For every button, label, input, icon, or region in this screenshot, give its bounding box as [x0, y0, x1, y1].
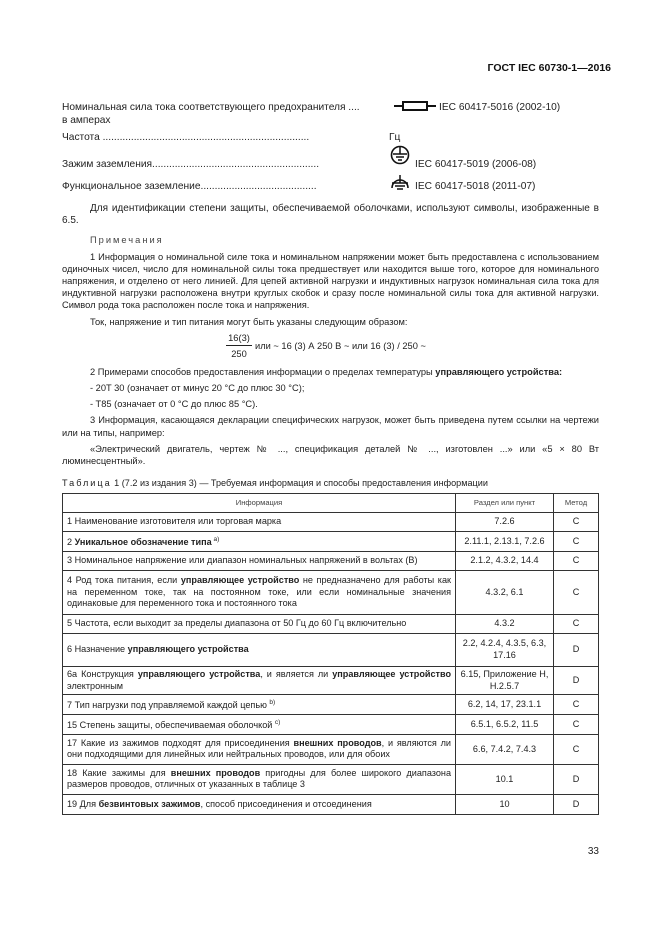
table-row	[63, 695, 599, 715]
table-caption	[62, 477, 599, 489]
note-2-item-2: - T85 (означает от 0 °С до плюс 85 °С).	[90, 399, 258, 410]
note-2-item-1: - 20T 30 (означает от минус 20 °С до плюс 30 °С);	[90, 383, 305, 394]
table-row	[63, 570, 599, 614]
cell-section: 6.15, Приложение Н, Н.2.5.7	[456, 666, 554, 694]
cell-method: D	[554, 666, 599, 694]
table-row	[63, 614, 599, 633]
info-segment: 6 Назначение	[67, 644, 128, 655]
cell-info	[63, 715, 456, 735]
info-segment: 3 Номинальное напряжение или диапазон номинальных напряжений в вольтах (В)	[67, 555, 418, 566]
fraction-numerator: 16(3)	[226, 332, 252, 346]
frequency-unit: Гц	[389, 132, 401, 143]
cell-info	[63, 734, 456, 764]
info-segment: электронным	[67, 680, 123, 691]
info-segment: a)	[211, 536, 220, 544]
info-segment: , и являются ли они подходящими для линейных или нейтральных проводов, или для обоих	[67, 737, 451, 760]
cell-method: C	[554, 734, 599, 764]
cell-section: 10.1	[456, 764, 554, 794]
earth-label: Зажим заземления...........................................................	[62, 159, 320, 170]
header-method: Метод	[554, 494, 599, 513]
info-segment: 6а Конструкция	[67, 668, 138, 679]
cell-section: 6.5.1, 6.5.2, 11.5	[456, 715, 554, 735]
table-row	[63, 532, 599, 552]
info-segment: внешних проводов	[170, 767, 261, 778]
table-row	[63, 666, 599, 694]
info-segment: 19 Для	[67, 798, 99, 809]
table-row	[63, 764, 599, 794]
cell-method: C	[554, 513, 599, 532]
fraction-example	[226, 332, 599, 360]
table-caption-text: 1 (7.2 из издания 3) — Требуемая информация и способы предоставления информации	[111, 478, 488, 489]
table-row	[63, 794, 599, 814]
info-segment: пригодны для более широкого диапазона размеров проводов, отличных от указанных в таблице 3	[67, 767, 451, 790]
table-row	[63, 734, 599, 764]
notes-title: Примечания	[90, 235, 164, 246]
info-segment: 7 Тип нагрузки под управляемой каждой цепью	[67, 700, 270, 711]
fraction-denominator: 250	[231, 348, 247, 359]
info-segment: 1 Наименование изготовителя или торговая марка	[67, 516, 282, 527]
earth-ref: IEC 60417-5019 (2006-08)	[415, 159, 537, 170]
cell-section: 6.2, 14, 17, 23.1.1	[456, 695, 554, 715]
table-row	[63, 551, 599, 570]
cell-method: D	[554, 764, 599, 794]
cell-section: 2.2, 4.2.4, 4.3.5, 6.3, 17.16	[456, 633, 554, 666]
note-2-bold: управляющего устройства:	[435, 366, 563, 377]
header-section: Раздел или пункт	[456, 494, 554, 513]
functional-earth-label: Функциональное заземление.........................................	[62, 181, 317, 192]
cell-method: C	[554, 695, 599, 715]
note-3-example: «Электрический двигатель, чертеж № ..., спецификация деталей № ..., изготовлен ...» или «5 × 80 Вт люминесцентный».	[62, 443, 599, 467]
functional-earth-icon	[390, 174, 410, 192]
cell-method: C	[554, 532, 599, 552]
info-segment: безвинтовых зажимов	[98, 798, 201, 809]
cell-info	[63, 695, 456, 715]
fraction-rest: или ~ 16 (3) А 250 В ~ или 16 (3) / 250 ~	[255, 340, 426, 351]
cell-info	[63, 551, 456, 570]
standard-header: ГОСТ IEC 60730-1—2016	[487, 62, 611, 74]
protection-paragraph: Для идентификации степени защиты, обеспечиваемой оболочками, используют символы, изображенные в 6.5.	[62, 203, 599, 227]
info-segment: 18 Какие зажимы для	[67, 767, 171, 778]
info-segment: 17 Какие из зажимов подходят для присоединения	[67, 737, 294, 748]
cell-method: C	[554, 614, 599, 633]
fuse-icon	[394, 100, 436, 112]
info-segment: управляющее устройство	[180, 574, 300, 585]
cell-info	[63, 666, 456, 694]
info-segment: управляющего устройства	[127, 644, 249, 655]
info-segment: 2	[67, 537, 75, 548]
fuse-ref: IEC 60417-5016 (2002-10)	[439, 102, 561, 113]
note-2-text: 2 Примерами способов предоставления информации о пределах температуры	[90, 366, 436, 377]
table-row	[63, 513, 599, 532]
table-row	[63, 633, 599, 666]
cell-method: C	[554, 715, 599, 735]
frequency-label: Частота .........................................................................	[62, 132, 310, 143]
cell-section: 4.3.2, 6.1	[456, 570, 554, 614]
cell-section: 7.2.6	[456, 513, 554, 532]
info-table	[62, 493, 599, 815]
fuse-label: Номинальная сила тока соответствующего предохранителя ....	[62, 102, 360, 113]
protective-earth-icon	[390, 145, 410, 165]
info-segment: 5 Частота, если выходит за пределы диапазона от 50 Гц до 60 Гц включительно	[67, 618, 407, 629]
table-caption-label: Таблица	[62, 478, 112, 489]
cell-method: D	[554, 794, 599, 814]
info-segment: c)	[274, 719, 281, 727]
page-number: 33	[587, 846, 599, 857]
cell-info	[63, 633, 456, 666]
fuse-label-unit: в амперах	[62, 115, 111, 126]
info-segment: управляющего устройства	[137, 668, 261, 679]
cell-method: D	[554, 633, 599, 666]
cell-method: C	[554, 570, 599, 614]
note-3: 3 Информация, касающаяся декларации специфических нагрузок, может быть приведена путем ссылки на чертежи или на типы, например:	[62, 415, 599, 438]
cell-section: 4.3.2	[456, 614, 554, 633]
cell-method: C	[554, 551, 599, 570]
cell-info	[63, 764, 456, 794]
cell-info	[63, 570, 456, 614]
table-row	[63, 715, 599, 735]
info-segment: , способ присоединения и отсоединения	[200, 798, 372, 809]
functional-earth-ref: IEC 60417-5018 (2011-07)	[415, 181, 536, 192]
cell-info	[63, 532, 456, 552]
info-segment: 15 Степень защиты, обеспечиваемая оболочкой	[67, 720, 275, 731]
info-segment: , и является ли	[260, 668, 333, 679]
header-info: Информация	[63, 494, 456, 513]
info-segment: не предназначено для работы как на переменном токе, так на постоянном токе, или если номинальные значения одинаковые для переменного тока и постоянного тока	[67, 574, 451, 609]
table-header-row	[63, 494, 599, 513]
cell-info	[63, 513, 456, 532]
cell-section: 2.1.2, 4.3.2, 14.4	[456, 551, 554, 570]
note-1-example-intro: Ток, напряжение и тип питания могут быть указаны следующим образом:	[90, 316, 408, 327]
cell-info	[63, 614, 456, 633]
body-flow	[62, 203, 599, 815]
cell-section: 2.11.1, 2.13.1, 7.2.6	[456, 532, 554, 552]
info-segment: управляющее устройство	[332, 668, 452, 679]
note-1: 1 Информация о номинальной силе тока и номинальном напряжении может быть предоставлена с использованием одиночных чисел, число для номинальной силы тока предшествует или находится выше того, которое для номинального напряжения, и отделено от него линией. Для цепей активной нагрузки и индуктивных нагрузок номинальная сила тока для индуктивной нагрузки расположена внутри круглых скобок и сразу после номинальной силы тока для активной нагрузки. Символ рода тока расположен после тока и напряжения.	[62, 251, 599, 311]
info-segment: 4 Род тока питания, если	[67, 574, 181, 585]
fraction	[226, 332, 252, 360]
info-segment: b)	[269, 699, 276, 707]
cell-section: 6.6, 7.4.2, 7.4.3	[456, 734, 554, 764]
info-segment: внешних проводов	[293, 737, 382, 748]
cell-section: 10	[456, 794, 554, 814]
info-segment: Уникальное обозначение типа	[74, 537, 212, 548]
cell-info	[63, 794, 456, 814]
note-2	[62, 366, 599, 378]
